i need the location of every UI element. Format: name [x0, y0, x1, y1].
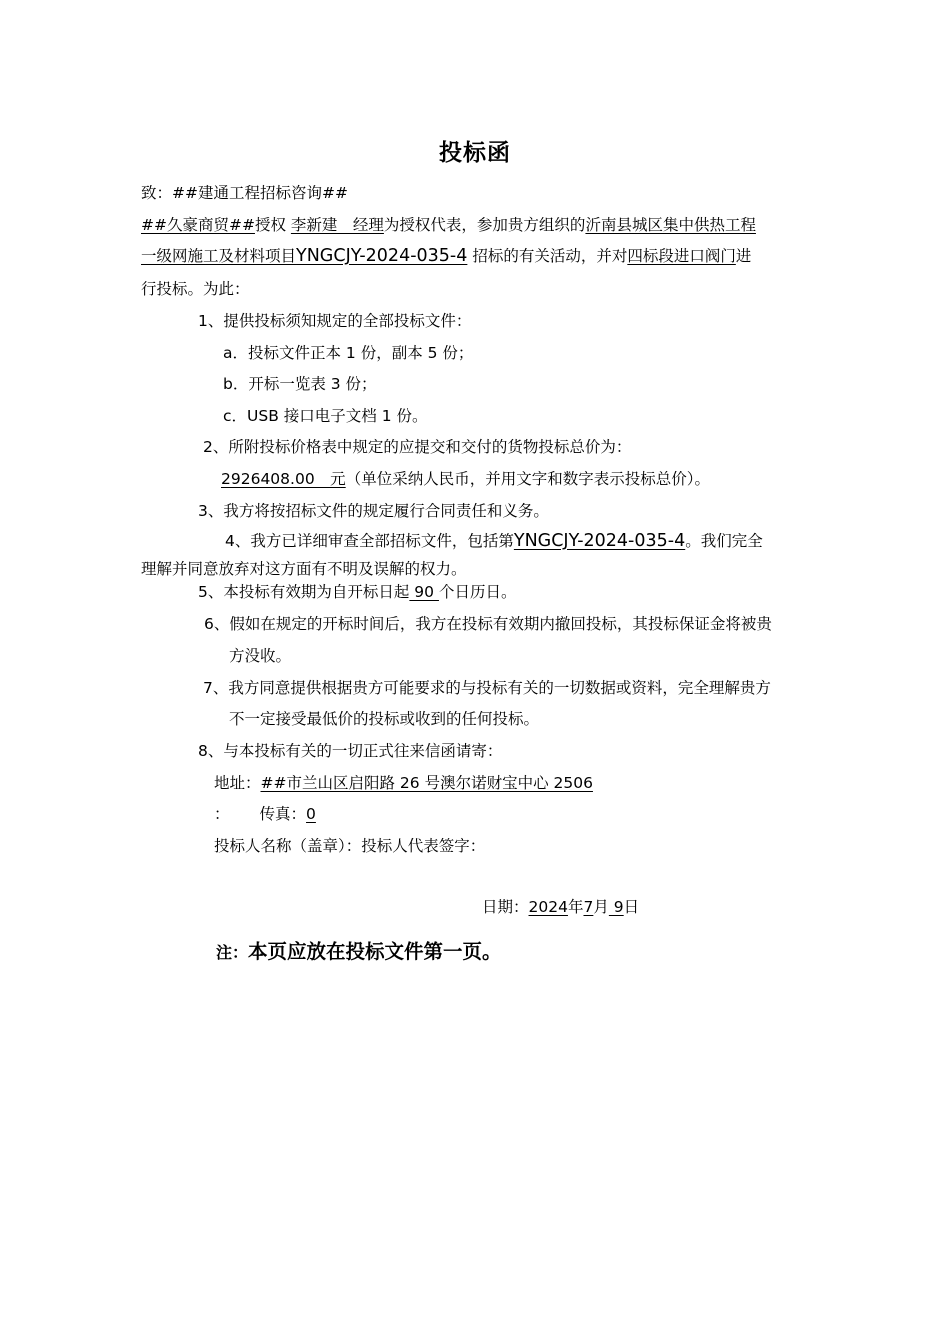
- date-line: [482, 897, 639, 917]
- item-5: [198, 582, 516, 602]
- item-5-text-b: 个日历日。: [438, 583, 517, 601]
- note-label: 注：: [216, 943, 249, 962]
- authorized-representative: 李新建 经理: [290, 216, 384, 234]
- fax-prefix: ：: [214, 805, 230, 823]
- date-day-unit: 日: [623, 898, 640, 916]
- item-8: 8、与本投标有关的一切正式往来信函请寄：: [198, 742, 503, 760]
- item-4-line-2: 理解并同意放弃对这方面有不明及误解的权力。: [141, 560, 467, 578]
- item-4-text-a: 4、我方已详细审查全部招标文件，包括第: [225, 532, 514, 550]
- item-2: 2、所附投标价格表中规定的应提交和交付的货物投标总价为：: [203, 438, 632, 456]
- item-4-text-b: 。我们完全: [685, 532, 763, 550]
- project-code: YNGCJY-2024-035-4: [296, 246, 468, 266]
- item-2-rest: （单位采纳人民币，并用文字和数字表示投标总价）。: [345, 470, 710, 488]
- item-4-line-1: [225, 531, 763, 551]
- date-month-unit: 月: [593, 898, 609, 916]
- page-note: [216, 936, 502, 964]
- paragraph-1-line-3: 行投标。为此：: [141, 280, 250, 298]
- date-year: 2024: [528, 898, 568, 916]
- document-title: 投标函: [439, 140, 511, 166]
- project-name-part-1: 沂南县城区集中供热工程: [585, 216, 756, 234]
- item-6-line-1: 6、假如在规定的开标时间后，我方在投标有效期内撤回投标，其投标保证金将被贵: [204, 615, 772, 633]
- p1-text-4: 进: [735, 247, 752, 265]
- address-value: ##市兰山区启阳路 26 号澳尔诺财宝中心 2506: [260, 774, 593, 792]
- date-month: 7: [583, 898, 594, 916]
- date-year-unit: 年: [567, 898, 584, 916]
- bid-section: 四标段进口阀门: [627, 247, 736, 265]
- fax-line: [214, 804, 316, 824]
- recipient-label: 致：: [141, 184, 173, 202]
- item-2-amount-line: [221, 469, 710, 489]
- date-day: 9: [608, 898, 624, 916]
- date-label: 日期：: [482, 898, 529, 916]
- p1-text-2: 为授权代表，参加贵方组织的: [383, 216, 586, 234]
- total-bid-amount: 2926408.00 元: [221, 470, 346, 488]
- p1-text-1: 授权: [254, 216, 286, 234]
- item-3: 3、我方将按招标文件的规定履行合同责任和义务。: [198, 502, 549, 520]
- recipient-name: ##建通工程招标咨询##: [172, 184, 348, 202]
- item-1c: c．USB 接口电子文档 1 份。: [223, 407, 428, 425]
- paragraph-1-line-1: [141, 215, 756, 235]
- item-4-project-code: YNGCJY-2024-035-4: [513, 531, 686, 551]
- project-name-part-2: 一级网施工及材料项目: [141, 247, 297, 265]
- item-7-line-1: 7、我方同意提供根据贵方可能要求的与投标有关的一切数据或资料，完全理解贵方: [203, 679, 771, 697]
- item-5-text-a: 5、本投标有效期为自开标日起: [198, 583, 410, 601]
- recipient-line: [141, 183, 348, 203]
- validity-days: 90: [409, 583, 439, 601]
- fax-label: 传真：: [259, 805, 307, 823]
- address-line: [214, 773, 593, 793]
- address-label: 地址：: [214, 774, 261, 792]
- signature-line: 投标人名称（盖章）：投标人代表签字：: [214, 837, 486, 855]
- paragraph-1-line-2: [141, 246, 751, 266]
- bidder-company: ##久豪商贸##: [141, 216, 255, 234]
- p1-text-3: 招标的有关活动，并对: [472, 247, 628, 265]
- fax-value: 0: [306, 805, 316, 823]
- item-1: 1、提供投标须知规定的全部投标文件：: [198, 312, 472, 330]
- item-7-line-2: 不一定接受最低价的投标或收到的任何投标。: [229, 710, 540, 728]
- item-1a: a．投标文件正本 1 份，副本 5 份；: [223, 344, 474, 362]
- item-6-line-2: 方没收。: [229, 647, 292, 665]
- item-1b: b．开标一览表 3 份；: [223, 375, 377, 393]
- note-text: 本页应放在投标文件第一页。: [248, 940, 502, 963]
